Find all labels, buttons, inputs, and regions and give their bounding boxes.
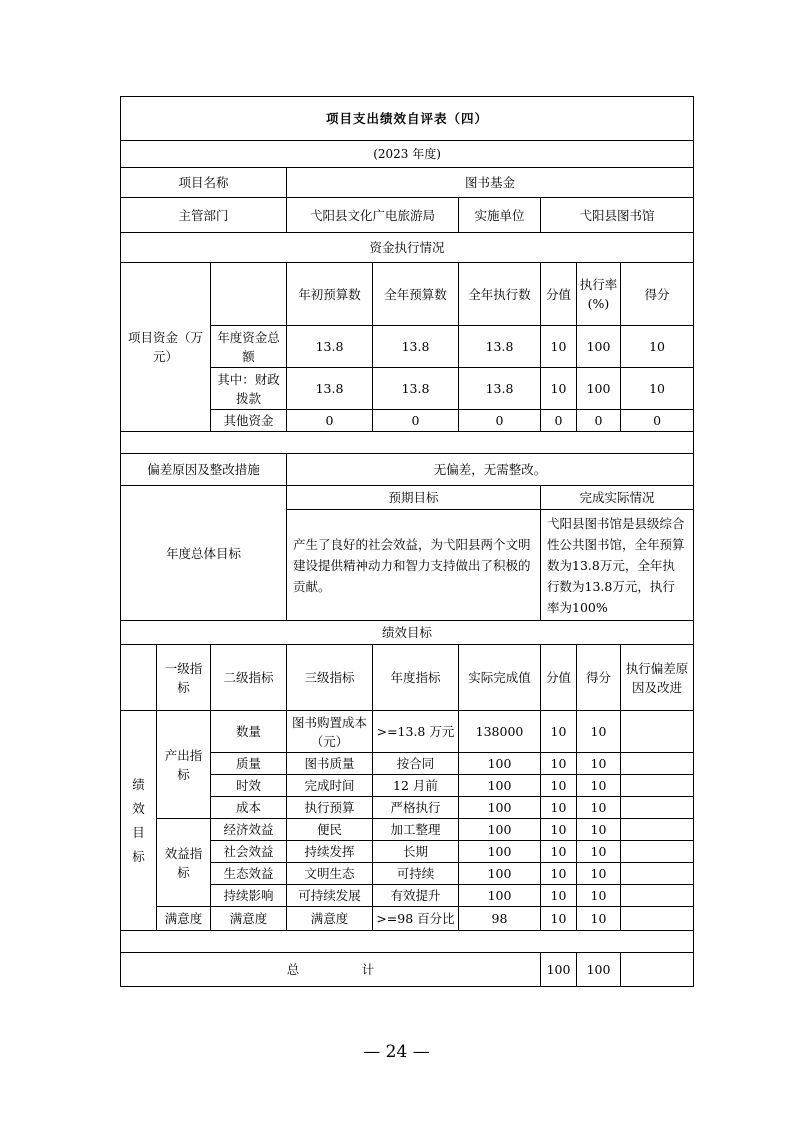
perf-l2: 时效 <box>211 775 287 797</box>
perf-target: 严格执行 <box>373 797 459 819</box>
perf-score: 10 <box>577 885 621 907</box>
funds-cell: 13.8 <box>373 368 459 410</box>
funds-header-3: 分值 <box>541 263 577 326</box>
total-value: 100 <box>541 953 577 987</box>
perf-l2: 数量 <box>211 711 287 753</box>
funds-row-label: 其他资金 <box>211 410 287 432</box>
funds-cell: 0 <box>287 410 373 432</box>
perf-reason <box>621 775 694 797</box>
total-score: 100 <box>577 953 621 987</box>
perf-l1-output: 产出指标 <box>157 711 211 819</box>
funds-row-label: 其中：财政拨款 <box>211 368 287 410</box>
perf-score: 10 <box>577 711 621 753</box>
funds-header-1: 全年预算数 <box>373 263 459 326</box>
perf-l3: 文明生态 <box>287 863 373 885</box>
perf-header-blank <box>121 645 157 711</box>
dept-label: 主管部门 <box>121 198 287 233</box>
funds-cell: 0 <box>373 410 459 432</box>
performance-sheet <box>120 96 693 987</box>
self-evaluation-table <box>120 96 694 987</box>
perf-l2: 社会效益 <box>211 841 287 863</box>
funds-cell: 0 <box>459 410 541 432</box>
funds-cell: 10 <box>621 368 694 410</box>
perf-target: 按合同 <box>373 753 459 775</box>
perf-score: 10 <box>577 797 621 819</box>
perf-l2: 持续影响 <box>211 885 287 907</box>
funds-cell: 0 <box>541 410 577 432</box>
total-blank <box>621 953 694 987</box>
funds-cell: 10 <box>621 326 694 368</box>
spacer-row <box>121 931 694 953</box>
perf-l1-benefit: 效益指标 <box>157 819 211 907</box>
perf-l3: 执行预算 <box>287 797 373 819</box>
perf-score-value: 10 <box>541 775 577 797</box>
perf-score-value: 10 <box>541 841 577 863</box>
perf-actual: 100 <box>459 863 541 885</box>
perf-score-value: 10 <box>541 907 577 931</box>
perf-l3: 完成时间 <box>287 775 373 797</box>
perf-actual: 100 <box>459 775 541 797</box>
perf-header-1: 二级指标 <box>211 645 287 711</box>
expected-goal-text: 产生了良好的社会效益，为弋阳县两个文明建设提供精神动力和智力支持做出了积极的贡献。 <box>287 510 541 621</box>
page-number: — 24 — <box>363 1042 430 1062</box>
perf-score: 10 <box>577 775 621 797</box>
perf-target: 有效提升 <box>373 885 459 907</box>
expected-goal-header: 预期目标 <box>287 486 541 510</box>
perf-actual: 100 <box>459 753 541 775</box>
funds-cell: 0 <box>621 410 694 432</box>
perf-l1-satisfaction: 满意度 <box>157 907 211 931</box>
perf-l3: 图书质量 <box>287 753 373 775</box>
perf-reason <box>621 863 694 885</box>
goal-label: 年度总体目标 <box>121 486 287 621</box>
perf-l3: 图书购置成本（元） <box>287 711 373 753</box>
perf-score: 10 <box>577 841 621 863</box>
project-name-value: 图书基金 <box>287 168 694 198</box>
perf-l2: 满意度 <box>211 907 287 931</box>
perf-l2: 生态效益 <box>211 863 287 885</box>
perf-header-4: 实际完成值 <box>459 645 541 711</box>
perf-header-6: 得分 <box>577 645 621 711</box>
perf-header-5: 分值 <box>541 645 577 711</box>
funds-header-4: 执行率(%) <box>577 263 621 326</box>
perf-actual: 100 <box>459 885 541 907</box>
perf-section-title: 绩效目标 <box>121 621 694 645</box>
perf-l3: 持续发挥 <box>287 841 373 863</box>
perf-header-7: 执行偏差原因及改进 <box>621 645 694 711</box>
funds-header-2: 全年执行数 <box>459 263 541 326</box>
funds-cell: 10 <box>541 326 577 368</box>
perf-reason <box>621 797 694 819</box>
perf-l2: 质量 <box>211 753 287 775</box>
perf-score-value: 10 <box>541 863 577 885</box>
perf-l3: 满意度 <box>287 907 373 931</box>
funds-cell: 0 <box>577 410 621 432</box>
perf-score-value: 10 <box>541 797 577 819</box>
perf-l3: 便民 <box>287 819 373 841</box>
perf-actual: 100 <box>459 819 541 841</box>
funds-cell: 100 <box>577 326 621 368</box>
perf-reason <box>621 907 694 931</box>
funds-cell: 13.8 <box>373 326 459 368</box>
project-name-label: 项目名称 <box>121 168 287 198</box>
actual-status-text: 弋阳县图书馆是县级综合性公共图书馆，全年预算数为13.8万元，全年执行数为13.8万元，执行率为100% <box>541 510 694 621</box>
deviation-label: 偏差原因及整改措施 <box>121 454 287 486</box>
perf-header-2: 三级指标 <box>287 645 373 711</box>
perf-l2: 成本 <box>211 797 287 819</box>
perf-score: 10 <box>577 753 621 775</box>
perf-score-value: 10 <box>541 819 577 841</box>
funds-cell: 13.8 <box>287 368 373 410</box>
perf-score-value: 10 <box>541 753 577 775</box>
perf-score-value: 10 <box>541 711 577 753</box>
fiscal-year: (2023 年度) <box>121 141 694 168</box>
perf-target: 可持续 <box>373 863 459 885</box>
perf-reason <box>621 841 694 863</box>
perf-header-3: 年度指标 <box>373 645 459 711</box>
perf-reason <box>621 711 694 753</box>
deviation-value: 无偏差，无需整改。 <box>287 454 694 486</box>
perf-reason <box>621 753 694 775</box>
perf-score-value: 10 <box>541 885 577 907</box>
perf-l3: 可持续发展 <box>287 885 373 907</box>
funds-cell: 13.8 <box>287 326 373 368</box>
perf-actual: 98 <box>459 907 541 931</box>
funds-row-label: 年度资金总额 <box>211 326 287 368</box>
perf-reason <box>621 885 694 907</box>
perf-target: >=13.8 万元 <box>373 711 459 753</box>
spacer-row <box>121 432 694 454</box>
perf-score: 10 <box>577 819 621 841</box>
impl-value: 弋阳县图书馆 <box>541 198 694 233</box>
funds-cell: 13.8 <box>459 368 541 410</box>
total-label: 总 计 <box>121 953 541 987</box>
funds-cell: 100 <box>577 368 621 410</box>
perf-target: 加工整理 <box>373 819 459 841</box>
perf-actual: 138000 <box>459 711 541 753</box>
perf-vertical-text: 绩效目标 <box>132 776 145 864</box>
perf-actual: 100 <box>459 841 541 863</box>
perf-score: 10 <box>577 907 621 931</box>
funds-label: 项目资金（万元） <box>121 263 211 432</box>
perf-l2: 经济效益 <box>211 819 287 841</box>
funds-header-blank <box>211 263 287 326</box>
perf-target: 长期 <box>373 841 459 863</box>
perf-reason <box>621 819 694 841</box>
funds-header-5: 得分 <box>621 263 694 326</box>
funds-cell: 10 <box>541 368 577 410</box>
perf-actual: 100 <box>459 797 541 819</box>
perf-score: 10 <box>577 863 621 885</box>
page-title: 项目支出绩效自评表（四） <box>121 97 694 141</box>
actual-status-header: 完成实际情况 <box>541 486 694 510</box>
perf-header-0: 一级指标 <box>157 645 211 711</box>
dept-value: 弋阳县文化广电旅游局 <box>287 198 459 233</box>
funds-cell: 13.8 <box>459 326 541 368</box>
perf-target: >=98 百分比 <box>373 907 459 931</box>
perf-target: 12 月前 <box>373 775 459 797</box>
funds-header-0: 年初预算数 <box>287 263 373 326</box>
impl-label: 实施单位 <box>459 198 541 233</box>
funds-section-title: 资金执行情况 <box>121 233 694 263</box>
perf-vertical-label <box>121 711 157 931</box>
